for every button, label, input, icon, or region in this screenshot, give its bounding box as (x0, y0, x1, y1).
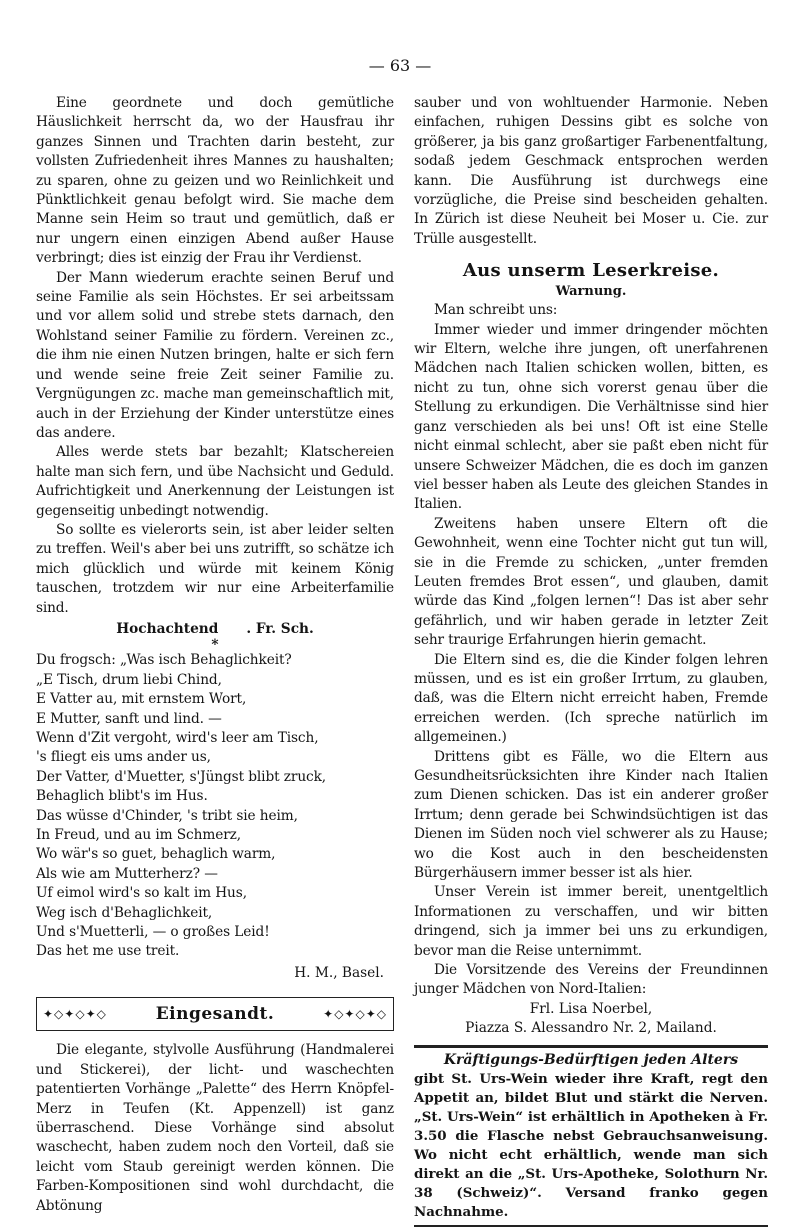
poem-line: Das wüsse d'Chinder, 's tribt sie heim, (36, 807, 298, 824)
article-paragraph: Zweitens haben unsere Eltern oft die Gewohnheit, wenn eine Tochter nicht gut tun will, sie in die Fremde zu schicken, „unter fremden Leuten fremdes Brot essen“, und glauben, damit würde das Kind „folgen lernen“! Das ist aber sehr gefährlich, und wir haben gerade in letzter Zeit sehr traurige Erfahrungen hierin gemacht. (414, 515, 768, 649)
poem-line: Wo wär's so guet, behaglich warm, (36, 846, 276, 863)
intro-line: Man schreibt uns: (434, 302, 558, 319)
poem-line: Das het me use treit. (36, 943, 180, 960)
article-paragraph: Alles werde stets bar bezahlt; Klatschereien halte man sich fern, und übe Nachsicht und Geduld. Aufrichtigkeit und Anerkennung der Leistungen ist gegenseitig unbedingt notwendig. (36, 444, 394, 519)
eingesandt-continuation: sauber und von wohltuender Harmonie. Neben einfachen, ruhigen Dessins gibt es solche von größerer, ja bis ganz großartiger Farbenentfaltung, sodaß jedem Geschmack entsprochen werden kann. Die Ausführung ist durchwegs eine vorzügliche, die Preise sind bescheiden gehalten. In Zürich ist diese Neuheit bei Moser u. Cie. zur Trülle ausgestellt. (414, 95, 768, 247)
poem-line: Uf eimol wird's so kalt im Hus, (36, 885, 247, 902)
poem-line: E Vatter au, mit ernstem Wort, (36, 691, 247, 708)
advertisement-title: Kräftigungs-Bedürftigen jeden Alters (443, 1051, 739, 1068)
separator-asterisk: * (211, 637, 219, 654)
article-paragraph: Drittens gibt es Fälle, wo die Eltern aus Gesundheitsrücksichten ihre Kinder nach Italien zum Dienen schicken. Das ist ein anderer großer Irrtum; denn gerade bei Schwindsüchtigen ist das Dienen im Süden noch viel schwerer als zu Hause; wo die Kost auch in den bescheidensten Bürgerhäusern immer besser ist als hier. (414, 748, 768, 882)
article-paragraph: Der Mann wiederum erachte seinen Beruf und seine Familie als sein Höchstes. Er sei arbeitssam und vor allem solid und strebe stets darnach, den Wohlstand seiner Familie zu fördern. Vereinen zc., die ihm nie einen Nutzen bringen, halte er sich fern und wende seine freie Zeit seiner Familie zu. Vergnügungen zc. mache man gemeinschaftlich mit, auch in der Erziehung der Kinder unterstütze eines das andere. (36, 269, 394, 441)
poem-line: 's fliegt eis ums ander us, (36, 749, 211, 766)
poem-line: Weg isch d'Behaglichkeit, (36, 904, 213, 921)
ornament-left: ✦◇✦◇✦◇ (43, 1006, 107, 1021)
ornament-right: ✦◇✦◇✦◇ (323, 1006, 387, 1021)
article-paragraph: Die Eltern sind es, die die Kinder folgen lehren müssen, und es ist ein großer Irrtum, zu glauben, daß, was die Eltern nicht erreicht haben, Fremde erreichen werden. (Ich spreche natürlich im allgemeinen.) (414, 651, 768, 746)
section-title: Aus unserm Leserkreise. (462, 260, 720, 282)
poem-line: „E Tisch, drum liebi Chind, (36, 671, 222, 688)
eingesandt-title: Eingesandt. (155, 1003, 275, 1024)
left-column (36, 94, 394, 1216)
signature-greeting: Hochachtend (116, 620, 219, 637)
article-paragraph: Eine geordnete und doch gemütliche Häuslichkeit herrscht da, wo der Hausfrau ihr ganzes Sinnen und Trachten darin besteht, zur vollsten Zufriedenheit ihres Mannes zu haushalten; zu sparen, ohne zu geizen und wo Reinlichkeit und Pünktlichkeit genau befolgt wird. Sie mache dem Manne sein Heim so traut und gemütlich, daß er nur ungern einen einzigen Abend außer Hause verbringt; dies ist einzig der Frau ihr Verdienst. (36, 95, 394, 267)
article-paragraph: Die Vorsitzende des Vereins der Freundinnen junger Mädchen von Nord-Italien: (414, 962, 768, 998)
signature-name: . Fr. Sch. (246, 620, 314, 637)
advertisement-text: gibt St. Urs-Wein wieder ihre Kraft, regt den Appetit an, bildet Blut und stärkt die Nerven. „St. Urs-Wein“ ist erhältlich in Apotheken à Fr. 3.50 die Flasche nebst Gebrauchsanweisung. Wo nicht echt erhältlich, wende man sich direkt an die „St. Urs-Apotheke, Solothurn Nr. 38 (Schweiz)“. Versand franko gegen Nachnahme. (414, 1070, 768, 1220)
signer-address: Piazza S. Alessandro Nr. 2, Mailand. (465, 1020, 717, 1037)
poem (36, 651, 394, 962)
poem-line: Und s'Muetterli, — o großes Leid! (36, 924, 270, 941)
poem-signature: H. M., Basel. (294, 964, 384, 981)
article-paragraph: So sollte es vielerorts sein, ist aber leider selten zu treffen. Weil's aber bei uns zutrifft, so schätze ich mich glücklich und würde mit keinem König tauschen, trotzdem wir nur eine Arbeiterfamilie sind. (36, 521, 394, 616)
poem-line: Der Vatter, d'Muetter, s'Jüngst blibt zruck, (36, 768, 327, 785)
poem-line: Du frogsch: „Was isch Behaglichkeit? (36, 652, 292, 669)
poem-line: In Freud, und au im Schmerz, (36, 827, 242, 844)
page-number: — 63 — (368, 56, 432, 75)
poem-line: Wenn d'Zit vergoht, wird's leer am Tisch, (36, 730, 319, 746)
poem-line: E Mutter, sanft und lind. — (36, 710, 222, 727)
article-paragraph: Immer wieder und immer dringender möchten wir Eltern, welche ihre jungen, oft unerfahrenen Mädchen nach Italien schicken wollen, bitten, es nicht zu tun, ohne sich vorerst genau über die Stellung zu erkundigen. Die Verhältnisse sind hier ganz verschieden als bei uns! Oft ist eine Stelle nicht einmal schlecht, aber sie paßt eben nicht für unsere Schweizer Mädchen, die es doch im ganzen viel besser haben als Leute des gleichen Standes in Italien. (414, 321, 768, 513)
advertisement (414, 1045, 768, 1227)
right-column (414, 94, 768, 1227)
eingesandt-paragraph: Die elegante, stylvolle Ausführung (Handmalerei und Stickerei), der licht- und waschechten patentierten Vorhänge „Palette“ des Herrn Knöpfel-Merz in Teufen (Kt. Appenzell) ist ganz überraschend. Diese Vorhänge sind absolut waschecht, haben zudem noch den Vorteil, daß sie leicht vom Staub gereinigt werden können. Die Farben-Kompositionen sind wohl durchdacht, die Abtönung (36, 1042, 394, 1214)
poem-line: Als wie am Mutterherz? — (36, 865, 218, 882)
signer-name: Frl. Lisa Noerbel, (529, 1000, 653, 1017)
article-paragraph: Unser Verein ist immer bereit, unentgeltlich Informationen zu verschaffen, und wir bitten dringend, sich ja immer bei uns zu erkundigen, bevor man die Reise unternimmt. (414, 884, 768, 959)
eingesandt-header-box (36, 997, 394, 1031)
poem-line: Behaglich blibt's im Hus. (36, 788, 208, 805)
section-subtitle: Warnung. (555, 284, 627, 300)
